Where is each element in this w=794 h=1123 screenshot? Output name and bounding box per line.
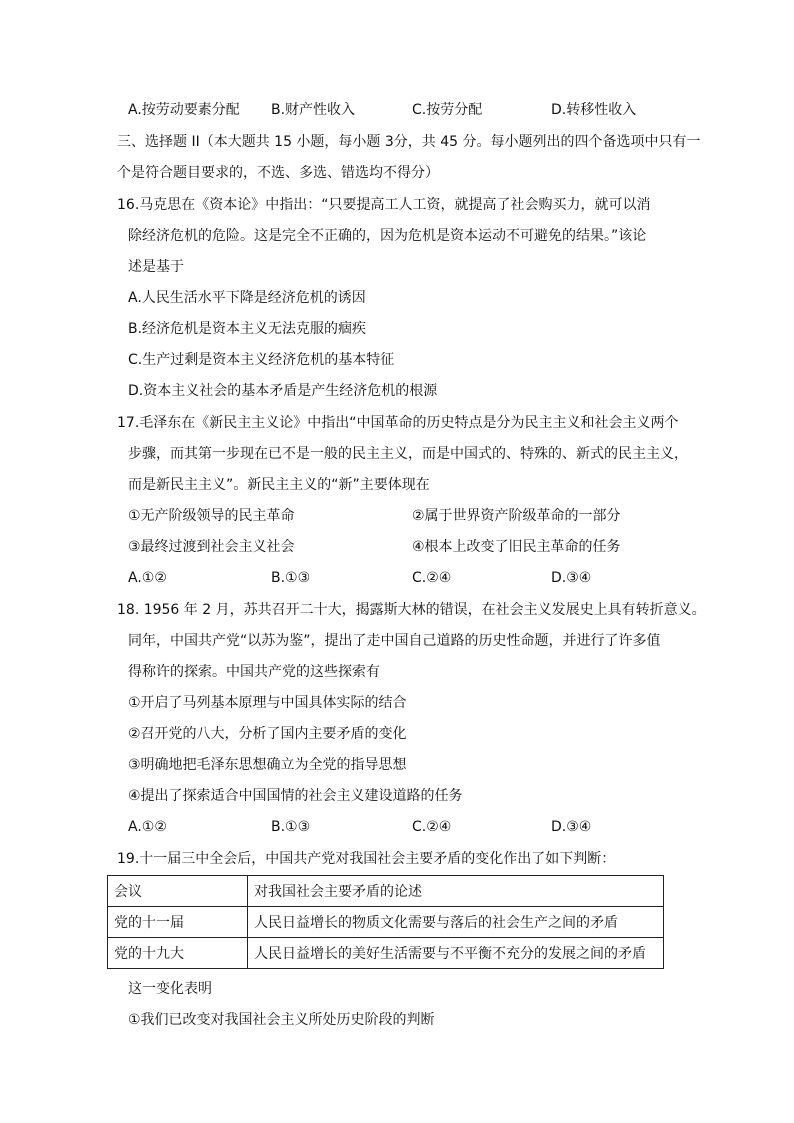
- q17-item-1: ①无产阶级领导的民主革命: [128, 508, 295, 524]
- q19-item-1: ①我们已改变对我国社会主义所处历史阶段的判断: [128, 1012, 435, 1028]
- q16-stem-line1: 16.马克思在《资本论》中指出：“只要提高工人工资，就提高了社会购买力，就可以消: [117, 197, 651, 213]
- section-heading-line2: 个是符合题目要求的，不选、多选、错选均不得分）: [117, 165, 439, 181]
- table-row: [108, 938, 664, 969]
- q17-choice-d: D.③④: [551, 570, 592, 586]
- q18-choice-c: C.②④: [412, 819, 452, 835]
- q18-item-1: ①开启了马列基本原理与中国具体实际的结合: [128, 695, 407, 711]
- q18-choice-a: A.①②: [128, 819, 167, 835]
- option-c: C.按劳分配: [412, 102, 483, 118]
- q18-stem-line2: 同年，中国共产党“以苏为鉴”，提出了走中国自己道路的历史性命题，并进行了许多值: [128, 633, 661, 649]
- q17-stem-line3: 而是新民主主义”。新民主主义的“新”主要体现在: [128, 477, 430, 493]
- q18-item-4: ④提出了探索适合中国国情的社会主义建设道路的任务: [128, 788, 463, 804]
- q17-item-2: ②属于世界资产阶级革命的一部分: [412, 508, 621, 524]
- q17-item-3: ③最终过渡到社会主义社会: [128, 539, 295, 555]
- q16-option-b: B.经济危机是资本主义无法克服的痼疾: [128, 321, 367, 337]
- q16-option-d: D.资本主义社会的基本矛盾是产生经济危机的根源: [128, 383, 438, 399]
- q16-option-a: A.人民生活水平下降是经济危机的诱因: [128, 290, 366, 306]
- q17-item-4: ④根本上改变了旧民主革命的任务: [412, 539, 621, 555]
- q18-choice-d: D.③④: [551, 819, 592, 835]
- q18-item-2: ②召开党的八大，分析了国内主要矛盾的变化: [128, 726, 407, 742]
- table-header-cell: 会议: [108, 876, 248, 907]
- q17-choice-a: A.①②: [128, 570, 167, 586]
- q18-stem-line3: 得称许的探索。中国共产党的这些探索有: [128, 664, 380, 680]
- q16-stem-line2: 除经济危机的危险。这是完全不正确的，因为危机是资本运动不可避免的结果。”该论: [128, 228, 647, 244]
- q17-stem-line1: 17.毛泽东在《新民主主义论》中指出“中国革命的历史特点是分为民主主义和社会主义两个: [117, 415, 679, 431]
- option-b: B.财产性收入: [271, 102, 356, 118]
- q18-item-3: ③明确地把毛泽东思想确立为全党的指导思想: [128, 757, 407, 773]
- table-row: [108, 907, 664, 938]
- q18-choice-b: B.①③: [271, 819, 311, 835]
- q17-choice-c: C.②④: [412, 570, 452, 586]
- q16-option-c: C.生产过剩是资本主义经济危机的基本特征: [128, 352, 395, 368]
- q18-stem-line1: 18. 1956 年 2 月，苏共召开二十大，揭露斯大林的错误，在社会主义发展史上具有转折意义。: [117, 602, 706, 618]
- option-a: A.按劳动要素分配: [128, 102, 240, 118]
- table-cell: 人民日益增长的美好生活需要与不平衡不充分的发展之间的矛盾: [248, 938, 664, 969]
- q19-after-text: 这一变化表明: [128, 981, 212, 997]
- q16-stem-line3: 述是基于: [128, 259, 184, 275]
- table-header-cell: 对我国社会主要矛盾的论述: [248, 876, 664, 907]
- table-cell: 人民日益增长的物质文化需要与落后的社会生产之间的矛盾: [248, 907, 664, 938]
- table-header-row: [108, 876, 664, 907]
- q17-stem-line2: 步骤，而其第一步现在已不是一般的民主主义，而是中国式的、特殊的、新式的民主主义，: [128, 446, 688, 462]
- table-cell: 党的十一届: [108, 907, 248, 938]
- q17-choice-b: B.①③: [271, 570, 311, 586]
- q19-stem-line1: 19.十一届三中全会后，中国共产党对我国社会主要矛盾的变化作出了如下判断：: [117, 851, 616, 867]
- table-cell: 党的十九大: [108, 938, 248, 969]
- contradiction-table: [107, 875, 664, 969]
- option-d: D.转移性收入: [551, 102, 637, 118]
- section-heading-line1: 三、选择题 II（本大题共 15 小题，每小题 3分，共 45 分。每小题列出的四个备选项中只有一: [117, 134, 701, 150]
